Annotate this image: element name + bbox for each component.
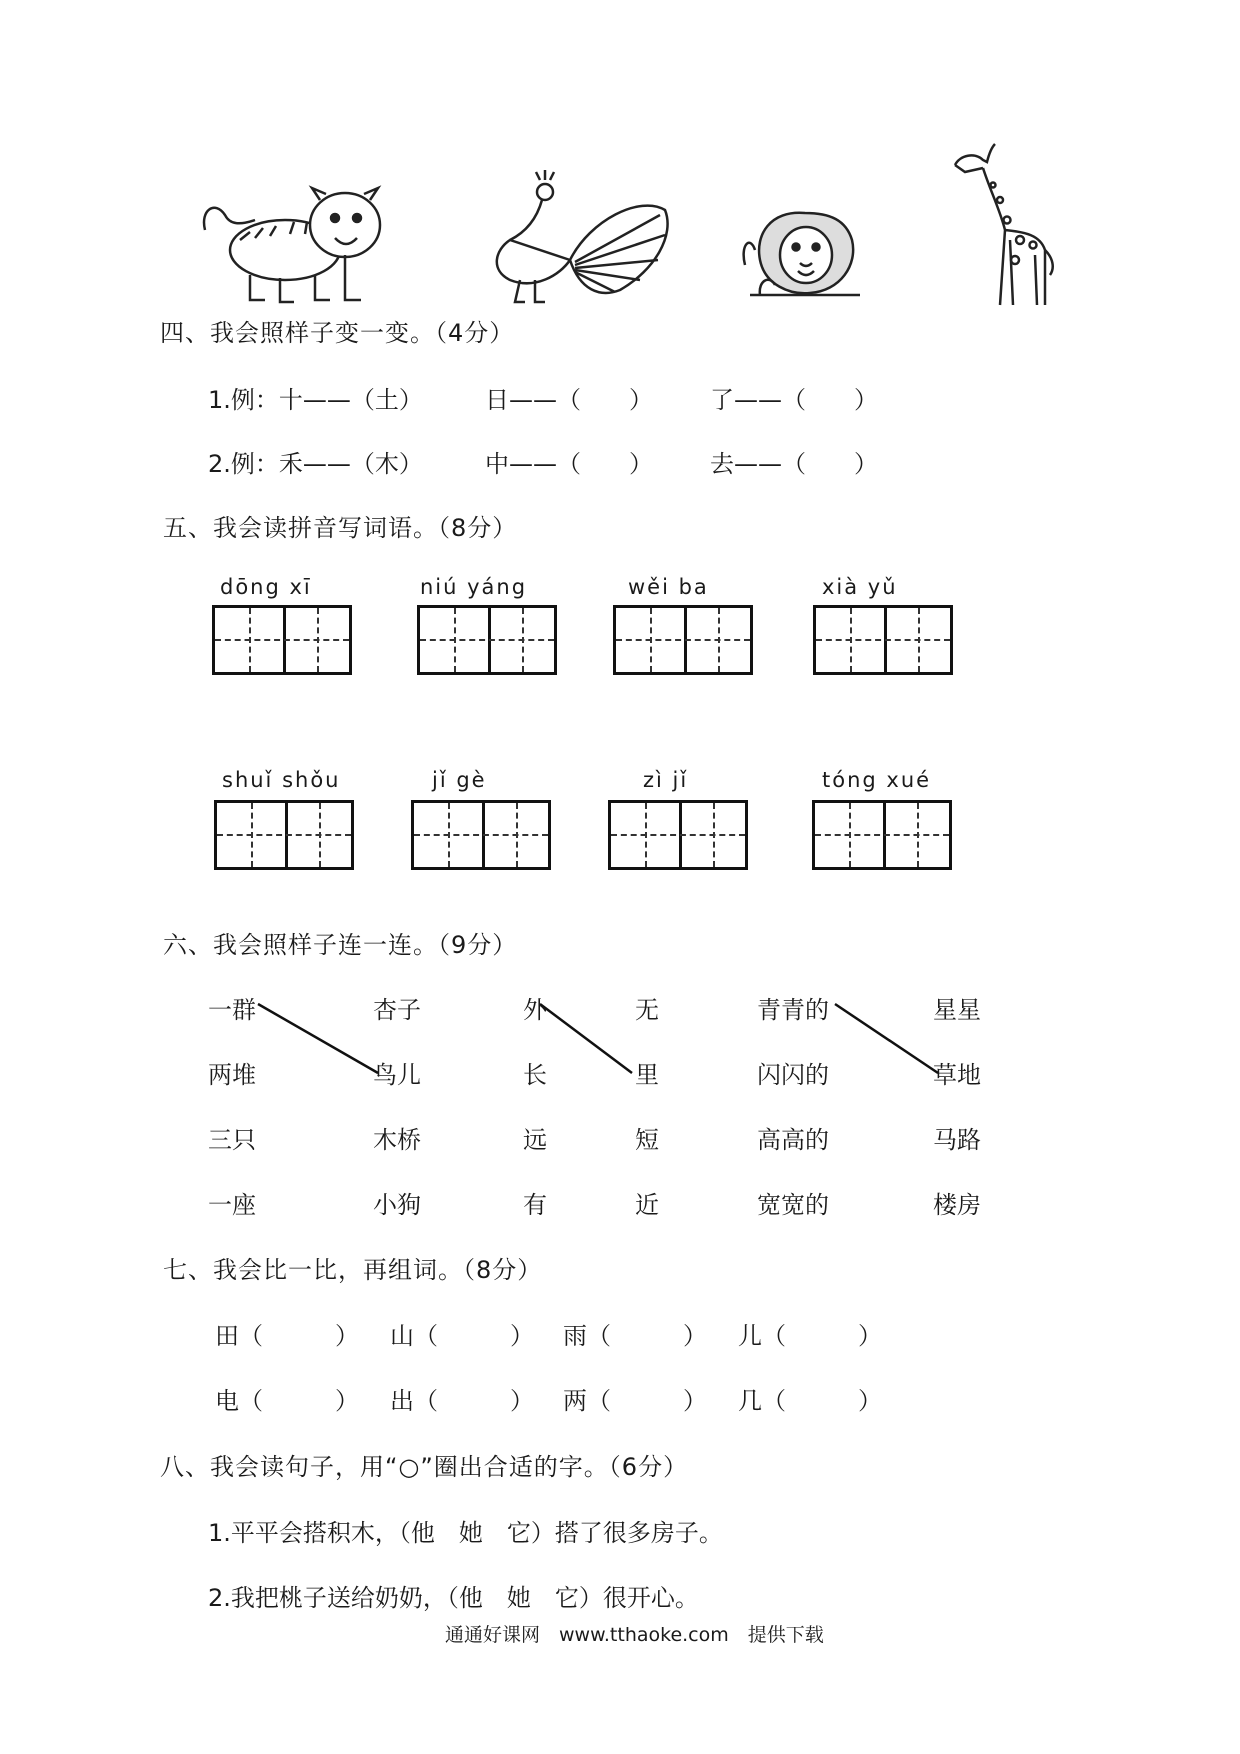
section-4-row-1-example: 1.例：十——（土） [208,386,423,414]
match-left-3-3[interactable]: 高高的 [757,1126,829,1154]
connector-line-2 [540,1004,632,1073]
match-left-2-3[interactable]: 远 [523,1126,547,1154]
section-7-title: 七、我会比一比，再组词。（8分） [163,1256,543,1284]
match-right-1-1[interactable]: 杏子 [373,996,421,1024]
match-left-1-1[interactable]: 一群 [208,996,256,1024]
pinyin-7: zì jǐ [643,768,689,792]
match-right-3-2[interactable]: 草地 [933,1061,981,1089]
section-4-row-2-item-a: 中——（ ） [485,450,653,478]
match-left-2-2[interactable]: 长 [523,1061,547,1089]
footer-credit: 通通好课网 www.tthaoke.com 提供下载 [445,1624,824,1646]
pinyin-4: xià yǔ [822,575,898,599]
match-left-3-1[interactable]: 青青的 [757,996,829,1024]
pinyin-2: niú yáng [420,575,528,599]
compare-item[interactable]: 两（ ） [563,1387,707,1415]
connector-line-1 [258,1004,378,1073]
match-left-2-1[interactable]: 外 [523,996,547,1024]
section-5-title: 五、我会读拼音写词语。（8分） [163,514,518,542]
match-right-1-2[interactable]: 鸟儿 [373,1061,421,1089]
section-4-row-1-item-a: 日——（ ） [485,386,653,414]
match-left-1-2[interactable]: 两堆 [208,1061,256,1089]
section-4-title: 四、我会照样子变一变。（4分） [160,319,515,347]
match-left-1-4[interactable]: 一座 [208,1191,256,1219]
match-left-1-3[interactable]: 三只 [208,1126,256,1154]
match-right-3-3[interactable]: 马路 [933,1126,981,1154]
match-right-3-1[interactable]: 星星 [933,996,981,1024]
compare-item[interactable]: 雨（ ） [563,1322,707,1350]
pinyin-6: jǐ gè [432,768,487,792]
section-4-row-1-item-b: 了——（ ） [710,386,878,414]
match-right-3-4[interactable]: 楼房 [933,1191,981,1219]
match-right-2-3[interactable]: 短 [635,1126,659,1154]
connector-line-3 [835,1004,938,1073]
section-8-title: 八、我会读句子，用“○”圈出合适的字。（6分） [160,1453,689,1481]
match-right-1-4[interactable]: 小狗 [373,1191,421,1219]
compare-item[interactable]: 几（ ） [738,1387,882,1415]
section-6-title: 六、我会照样子连一连。（9分） [163,931,518,959]
compare-item[interactable]: 出（ ） [390,1387,534,1415]
match-right-2-2[interactable]: 里 [635,1061,659,1089]
match-right-1-3[interactable]: 木桥 [373,1126,421,1154]
match-left-3-4[interactable]: 宽宽的 [757,1191,829,1219]
compare-item[interactable]: 儿（ ） [738,1322,882,1350]
pinyin-8: tóng xué [822,768,932,792]
pinyin-5: shuǐ shǒu [222,768,341,792]
match-left-3-2[interactable]: 闪闪的 [757,1061,829,1089]
compare-item[interactable]: 山（ ） [390,1322,534,1350]
pinyin-3: wěi ba [628,575,709,599]
section-4-row-2-item-b: 去——（ ） [710,450,878,478]
pinyin-1: dōng xī [220,575,312,599]
compare-item[interactable]: 电（ ） [215,1387,359,1415]
match-right-2-1[interactable]: 无 [635,996,659,1024]
sentence-2[interactable]: 2.我把桃子送给奶奶，（他 她 它）很开心。 [208,1584,699,1612]
match-left-2-4[interactable]: 有 [523,1191,547,1219]
compare-item[interactable]: 田（ ） [215,1322,359,1350]
match-right-2-4[interactable]: 近 [635,1191,659,1219]
section-4-row-2-example: 2.例：禾——（木） [208,450,423,478]
sentence-1[interactable]: 1.平平会搭积木，（他 她 它）搭了很多房子。 [208,1519,723,1547]
